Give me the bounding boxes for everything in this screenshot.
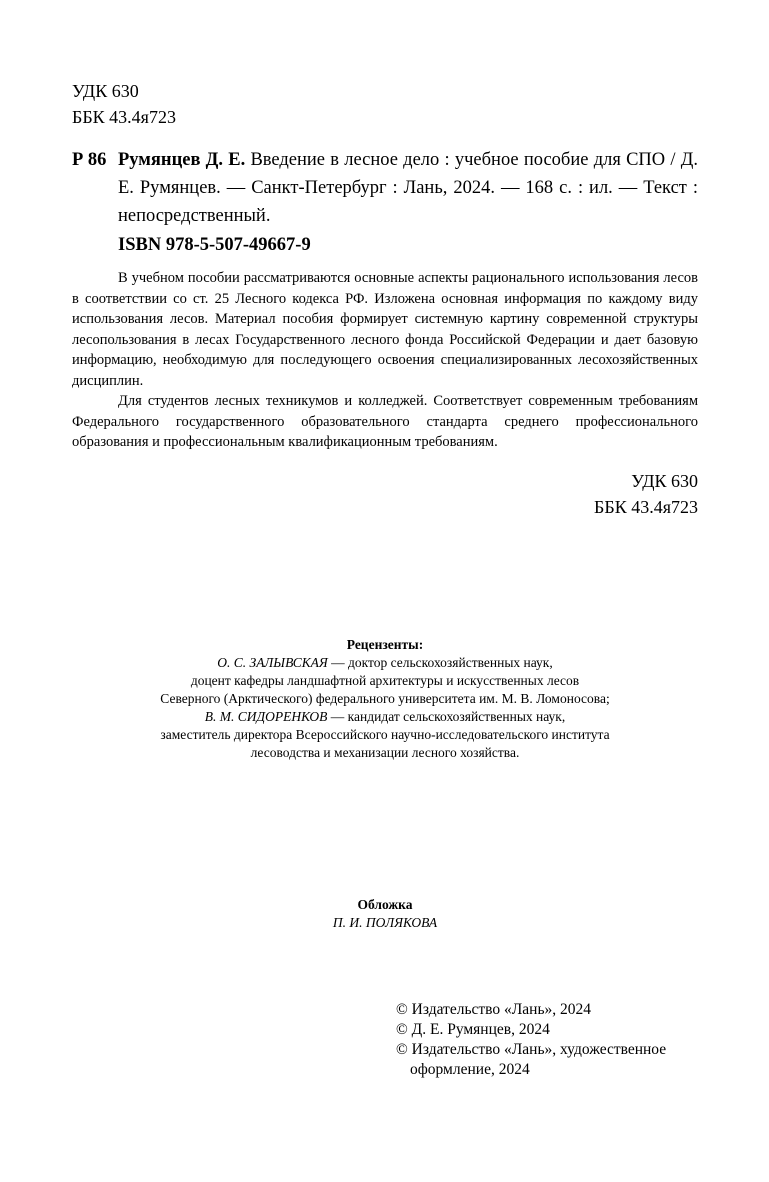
bbk-code: ББК 43.4я723 — [594, 497, 698, 517]
author-sign: Р 86 — [72, 150, 107, 170]
reviewer-affiliation: доцент кафедры ландшафтной архитектуры и искусственных лесов — [190, 673, 580, 688]
isbn: ISBN 978-5-507-49667-9 — [118, 235, 311, 255]
reviewer-entry — [72, 708, 698, 726]
reviewers-block — [72, 636, 698, 762]
udk-code: УДК 630 — [72, 81, 139, 101]
copyright-line: © Издательство «Лань», 2024 — [396, 1001, 592, 1018]
reviewers-heading: Рецензенты: — [346, 637, 424, 652]
cover-designer: П. И. ПОЛЯКОВА — [332, 915, 438, 930]
copyright-line-continuation: оформление, 2024 — [410, 1061, 530, 1078]
bbk-code: ББК 43.4я723 — [72, 107, 176, 127]
cover-credit — [72, 896, 698, 932]
reviewer-title: — доктор сельскохозяйственных наук, — [327, 655, 553, 670]
annotation-paragraph: Для студентов лесных техникумов и колледжей. Соответствует современным требованиям Федерального государственного образовательного стандарта среднего профессионального образования и профессиональным квалификационным требованиям. — [72, 393, 698, 450]
reviewer-affiliation: Северного (Арктического) федерального университета им. М. В. Ломоносова; — [160, 691, 610, 706]
reviewer-affiliation: заместитель директора Всероссийского научно-исследовательского института — [160, 727, 610, 742]
copyright-block — [396, 1000, 696, 1080]
classification-codes-bottom — [560, 468, 698, 520]
author-name: Румянцев Д. Е. — [118, 150, 246, 170]
copyright-line: © Д. Е. Румянцев, 2024 — [396, 1021, 550, 1038]
reviewer-name: В. М. СИДОРЕНКОВ — [204, 709, 328, 724]
reviewer-entry — [72, 654, 698, 672]
reviewer-affiliation: лесоводства и механизации лесного хозяйства. — [250, 745, 520, 760]
cover-heading: Обложка — [357, 897, 413, 912]
udk-code: УДК 630 — [631, 471, 698, 491]
bibliographic-record — [118, 146, 698, 230]
copyright-line: © Издательство «Лань», художественное — [396, 1041, 667, 1058]
annotation-paragraph: В учебном пособии рассматриваются основные аспекты рационального использования лесов в соответствии со ст. 25 Лесного кодекса РФ. Изложена основная информация по каждому виду использования лесов. Материал пособия формирует системную картину современной структуры лесопользования в лесах Государственного лесного фонда Российской Федерации и дает базовую информацию, необходимую для последующего освоения специализированных лесохозяйственных дисциплин. — [72, 270, 698, 389]
reviewer-title: — кандидат сельскохозяйственных наук, — [327, 709, 566, 724]
classification-codes-top — [72, 78, 176, 130]
bibliographic-description: Введение в лесное дело : учебное пособие для СПО / Д. Е. Румянцев. — Санкт-Петербург : Лань, 2024. — 168 с. : ил. — Текст : непосредственный. — [118, 150, 698, 226]
annotation — [72, 268, 698, 453]
reviewer-name: О. С. ЗАЛЫВСКАЯ — [217, 655, 328, 670]
